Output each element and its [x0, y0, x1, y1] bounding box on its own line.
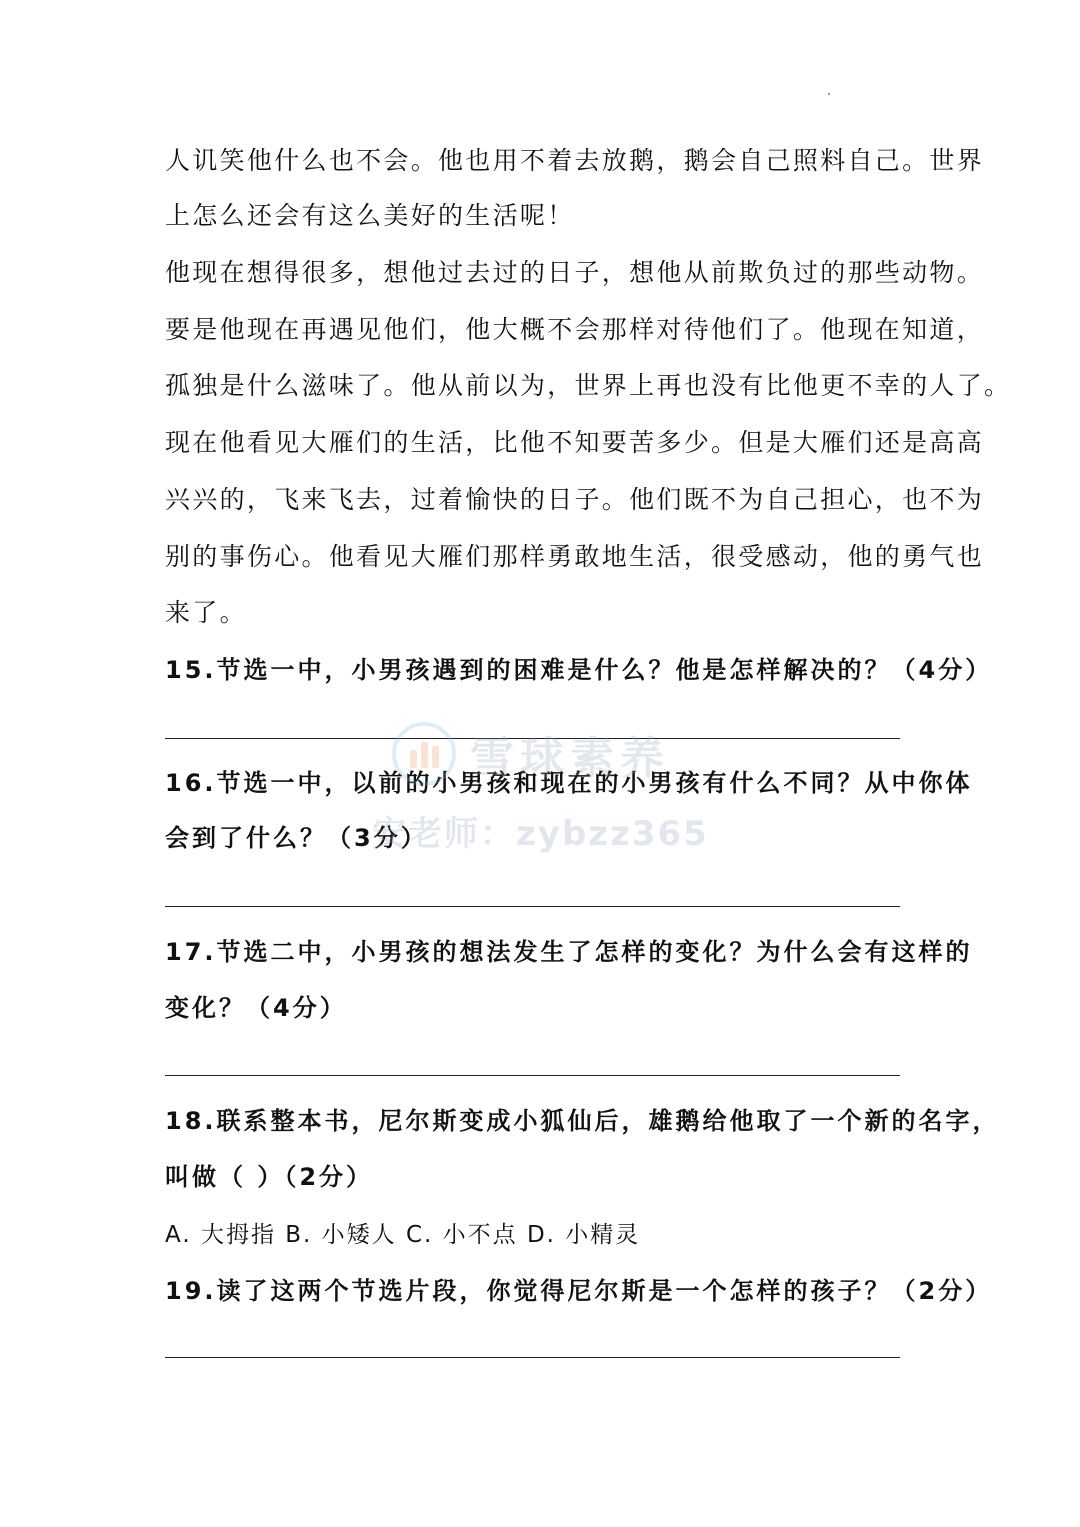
answer-line-15[interactable] — [165, 738, 900, 739]
passage-line: 他现在想得很多，想他过去过的日子，想他从前欺负过的那些动物。 — [165, 258, 985, 287]
answer-line-17[interactable] — [165, 1075, 900, 1076]
watermark-logo-icon — [392, 722, 456, 786]
question-18-options: A. 大拇指 B. 小矮人 C. 小不点 D. 小精灵 — [165, 1222, 641, 1248]
question-16-line1: 16.节选一中，以前的小男孩和现在的小男孩有什么不同？从中你体 — [165, 769, 973, 797]
question-16-line2: 会到了什么？（3分） — [165, 824, 428, 852]
answer-line-16[interactable] — [165, 906, 900, 907]
question-19: 19.读了这两个节选片段，你觉得尼尔斯是一个怎样的孩子？（2分） — [165, 1277, 993, 1305]
passage-line: 孤独是什么滋味了。他从前以为，世界上再也没有比他更不幸的人了。 — [165, 371, 1012, 400]
passage-line: 现在他看见大雁们的生活，比他不知要苦多少。但是大雁们还是高高 — [165, 428, 985, 457]
passage-line: 上怎么还会有这么美好的生活呢！ — [165, 201, 575, 230]
passage-line: 兴兴的，飞来飞去，过着愉快的日子。他们既不为自己担心，也不为 — [165, 485, 985, 514]
question-17-line2: 变化？（4分） — [165, 994, 347, 1022]
passage-line: 要是他现在再遇见他们，他大概不会那样对待他们了。他现在知道， — [165, 315, 985, 344]
question-18-line2: 叫做（ ）（2分） — [165, 1163, 374, 1191]
watermark-subtitle: 安老师：zybzz365 — [372, 814, 709, 854]
watermark-title: 雪球素养 — [470, 733, 670, 784]
scan-speck — [828, 93, 830, 95]
passage-line: 人讥笑他什么也不会。他也用不着去放鹅，鹅会自己照料自己。世界 — [165, 146, 985, 175]
question-17-line1: 17.节选二中，小男孩的想法发生了怎样的变化？为什么会有这样的 — [165, 938, 973, 966]
answer-line-19[interactable] — [165, 1357, 900, 1358]
question-15: 15.节选一中，小男孩遇到的困难是什么？他是怎样解决的？（4分） — [165, 656, 993, 684]
passage-line: 来了。 — [165, 598, 247, 627]
passage-line: 别的事伤心。他看见大雁们那样勇敢地生活，很受感动，他的勇气也 — [165, 542, 985, 571]
question-18-line1: 18.联系整本书，尼尔斯变成小狐仙后，雄鹅给他取了一个新的名字， — [165, 1107, 1000, 1135]
